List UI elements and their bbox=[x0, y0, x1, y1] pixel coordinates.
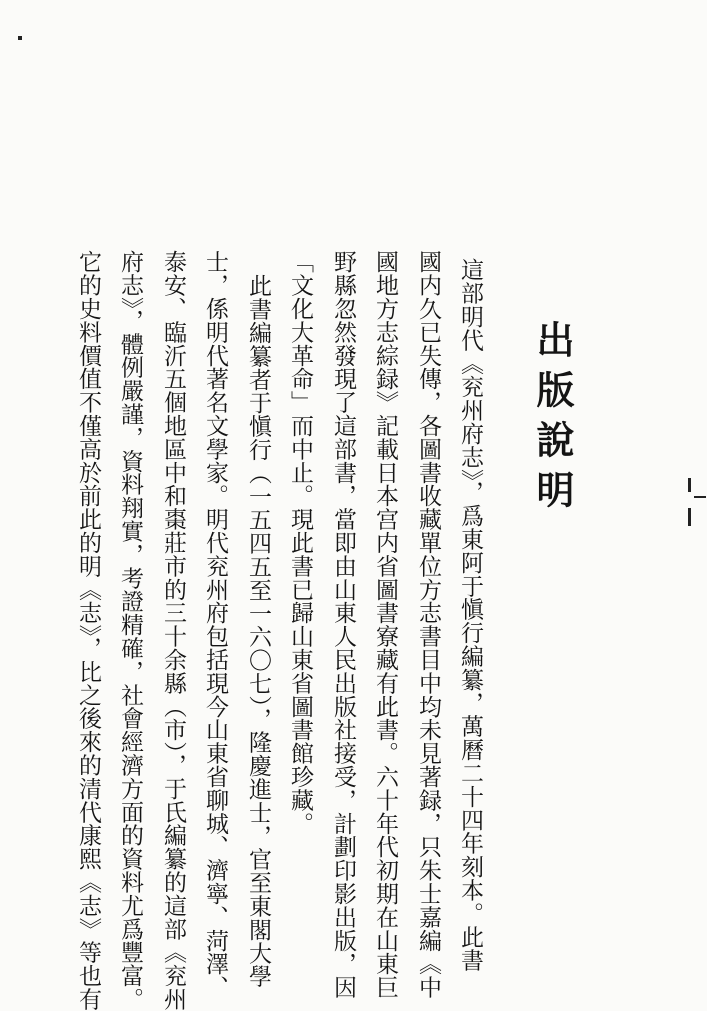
text-column-6: 此書編纂者于愼行（一五四五至一六〇七），隆慶進士，官至東閣大學 bbox=[245, 274, 271, 988]
text-column-9: 府志》，體例嚴謹，資料翔實，考證精確，社會經濟方面的資料尤爲豐富。 bbox=[117, 250, 143, 1011]
margin-tick bbox=[688, 478, 691, 492]
text-column-7: 士，係明代著名文學家。明代兖州府包括現今山東省聊城、濟寧、菏澤、 bbox=[202, 250, 228, 999]
text-column-10: 它的史料價值不僅高於前此的明《志》，比之後來的清代康熙《志》等也有 bbox=[75, 250, 101, 1011]
margin-tick bbox=[688, 508, 691, 526]
margin-dash bbox=[694, 496, 706, 498]
text-column-2: 國内久已失傳，各圖書收藏單位方志書目中均未見著録，只朱士嘉編《中 bbox=[415, 250, 441, 999]
text-column-5: 「文化大革命」而中止。現此書已歸山東省圖書館珍藏。 bbox=[287, 250, 313, 835]
text-column-8: 泰安、臨沂五個地區中和棗莊市的三十余縣（市），于氏編纂的這部《兖州 bbox=[160, 250, 186, 1011]
text-column-4: 野縣忽然發現了這部書，當即由山東人民出版社接受，計劃印影出版，因 bbox=[330, 250, 356, 999]
corner-mark bbox=[18, 36, 22, 40]
text-column-3: 國地方志綜録》記載日本宫内省圖書寮藏有此書。六十年代初期在山東巨 bbox=[372, 250, 398, 999]
page-title: 出版說明 bbox=[530, 320, 575, 520]
text-column-1: 這部明代《兖州府志》，爲東阿于愼行編纂，萬曆二十四年刻本。此書 bbox=[457, 258, 483, 972]
